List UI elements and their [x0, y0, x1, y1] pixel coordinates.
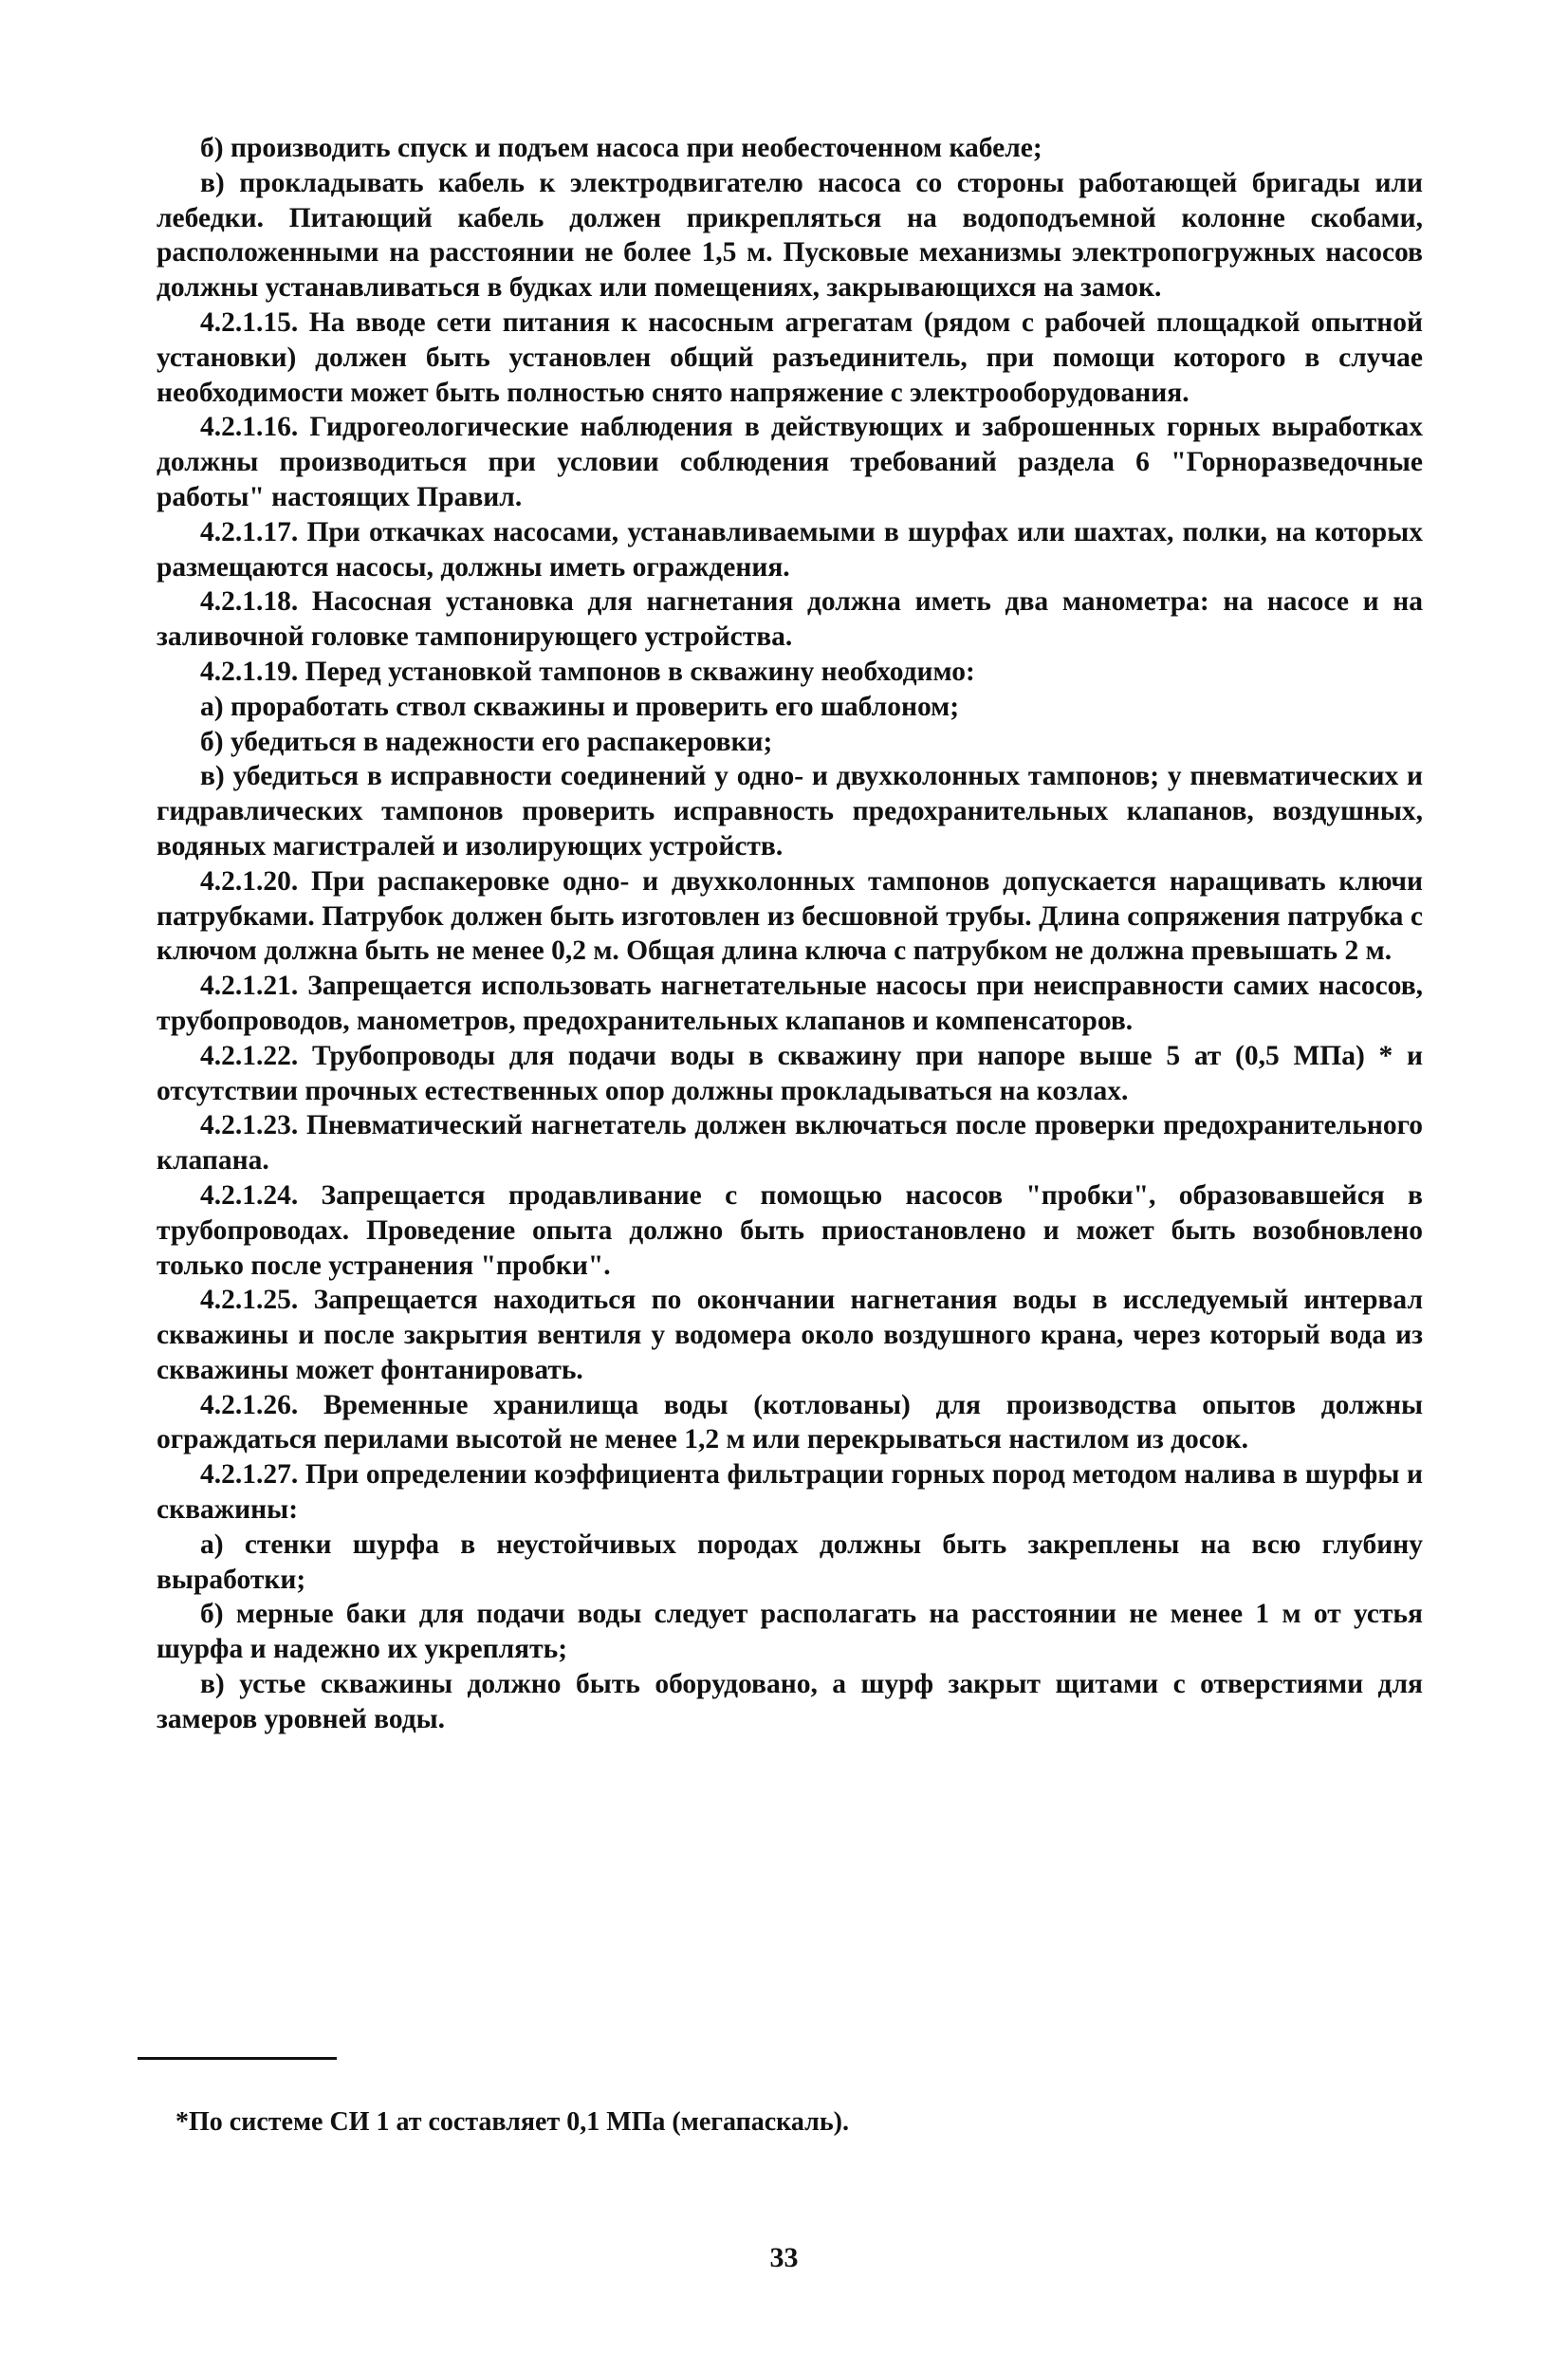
footnote-divider	[138, 2057, 337, 2060]
paragraph-4-2-1-27-a: а) стенки шурфа в неустойчивых породах должны быть закреплены на всю глубину выработки;	[157, 1529, 1423, 1595]
paragraph-v-cable-laying: в) прокладывать кабель к электродвигателю насоса со стороны работающей бригады или лебедки. Питающий кабель должен прикрепляться на водоподъемной колонне скобами, расположенными на расстоянии не более 1,5 м. Пусковые механизмы электропогружных насосов должны устанавливаться в будках или помещениях, закрывающихся на замок.	[157, 167, 1423, 304]
paragraph-4-2-1-27: 4.2.1.27. При определении коэффициента фильтрации горных пород методом налива в шурфы и скважины:	[157, 1459, 1423, 1526]
paragraph-4-2-1-18: 4.2.1.18. Насосная установка для нагнетания должна иметь два манометра: на насосе и на заливочной головке тампонирующего устройства.	[157, 586, 1423, 653]
paragraph-4-2-1-15: 4.2.1.15. На вводе сети питания к насосным агрегатам (рядом с рабочей площадкой опытной установки) должен быть установлен общий разъединитель, при помощи которого в случае необходимости может быть полностью снято напряжение с электрооборудования.	[157, 306, 1423, 408]
paragraph-4-2-1-22: 4.2.1.22. Трубопроводы для подачи воды в скважину при напоре выше 5 ат (0,5 МПа) * и отсутствии прочных естественных опор должны прокладываться на козлах.	[157, 1040, 1423, 1106]
paragraph-4-2-1-16: 4.2.1.16. Гидрогеологические наблюдения в действующих и заброшенных горных выработках должны производиться при условии соблюдения требований раздела 6 "Горноразведочные работы" настоящих Правил.	[157, 412, 1423, 512]
footnote: *По системе СИ 1 ат составляет 0,1 МПа (мегапаскаль).	[175, 2107, 849, 2137]
paragraph-4-2-1-27-b: б) мерные баки для подачи воды следует располагать на расстоянии не менее 1 м от устья шурфа и надежно их укреплять;	[157, 1599, 1423, 1665]
paragraph-b-cable-descent: б) производить спуск и подъем насоса при необесточенном кабеле;	[200, 133, 1042, 163]
paragraph-4-2-1-23: 4.2.1.23. Пневматический нагнетатель должен включаться после проверки предохранительного клапана.	[157, 1110, 1423, 1176]
paragraph-4-2-1-19-v: в) убедиться в исправности соединений у одно- и двухколонных тампонов; у пневматических и гидравлических тампонов проверить исправность предохранительных клапанов, воздушных, водяных магистралей и изолирующих устройств.	[157, 761, 1423, 862]
paragraph-4-2-1-24: 4.2.1.24. Запрещается продавливание с помощью насосов "пробки", образовавшейся в трубопроводах. Проведение опыта должно быть приостановлено и может быть возобновлено только после устранения "пробки".	[157, 1179, 1423, 1281]
paragraph-4-2-1-19-a: а) проработать ствол скважины и проверить его шаблоном;	[200, 691, 960, 722]
paragraph-4-2-1-20: 4.2.1.20. При распакеровке одно- и двухколонных тампонов допускается наращивать ключи патрубками. Патрубок должен быть изготовлен из бесшовной трубы. Длина сопряжения патрубка с ключом должна быть не менее 0,2 м. Общая длина ключа с патрубком не должна превышать 2 м.	[157, 865, 1423, 967]
paragraph-4-2-1-21: 4.2.1.21. Запрещается использовать нагнетательные насосы при неисправности самих насосов, трубопроводов, манометров, предохранительных клапанов и компенсаторов.	[157, 971, 1423, 1036]
paragraph-4-2-1-27-v: в) устье скважины должно быть оборудовано, а шурф закрыт щитами с отверстиями для замеров уровней воды.	[157, 1669, 1423, 1734]
paragraph-4-2-1-17: 4.2.1.17. При откачках насосами, устанавливаемыми в шурфах или шахтах, полки, на которых размещаются насосы, должны иметь ограждения.	[157, 516, 1423, 583]
document-body	[157, 131, 1423, 1737]
paragraph-4-2-1-19-b: б) убедиться в надежности его распакеровки;	[200, 726, 773, 757]
paragraph-4-2-1-25: 4.2.1.25. Запрещается находиться по окончании нагнетания воды в исследуемый интервал скважины и после закрытия вентиля у водомера около воздушного крана, через который вода из скважины может фонтанировать.	[157, 1285, 1423, 1385]
paragraph-4-2-1-19: 4.2.1.19. Перед установкой тампонов в скважину необходимо:	[200, 656, 975, 687]
paragraph-4-2-1-26: 4.2.1.26. Временные хранилища воды (котлованы) для производства опытов должны ограждаться перилами высотой не менее 1,2 м или перекрываться настилом из досок.	[157, 1389, 1423, 1455]
page-number: 33	[769, 2242, 799, 2273]
